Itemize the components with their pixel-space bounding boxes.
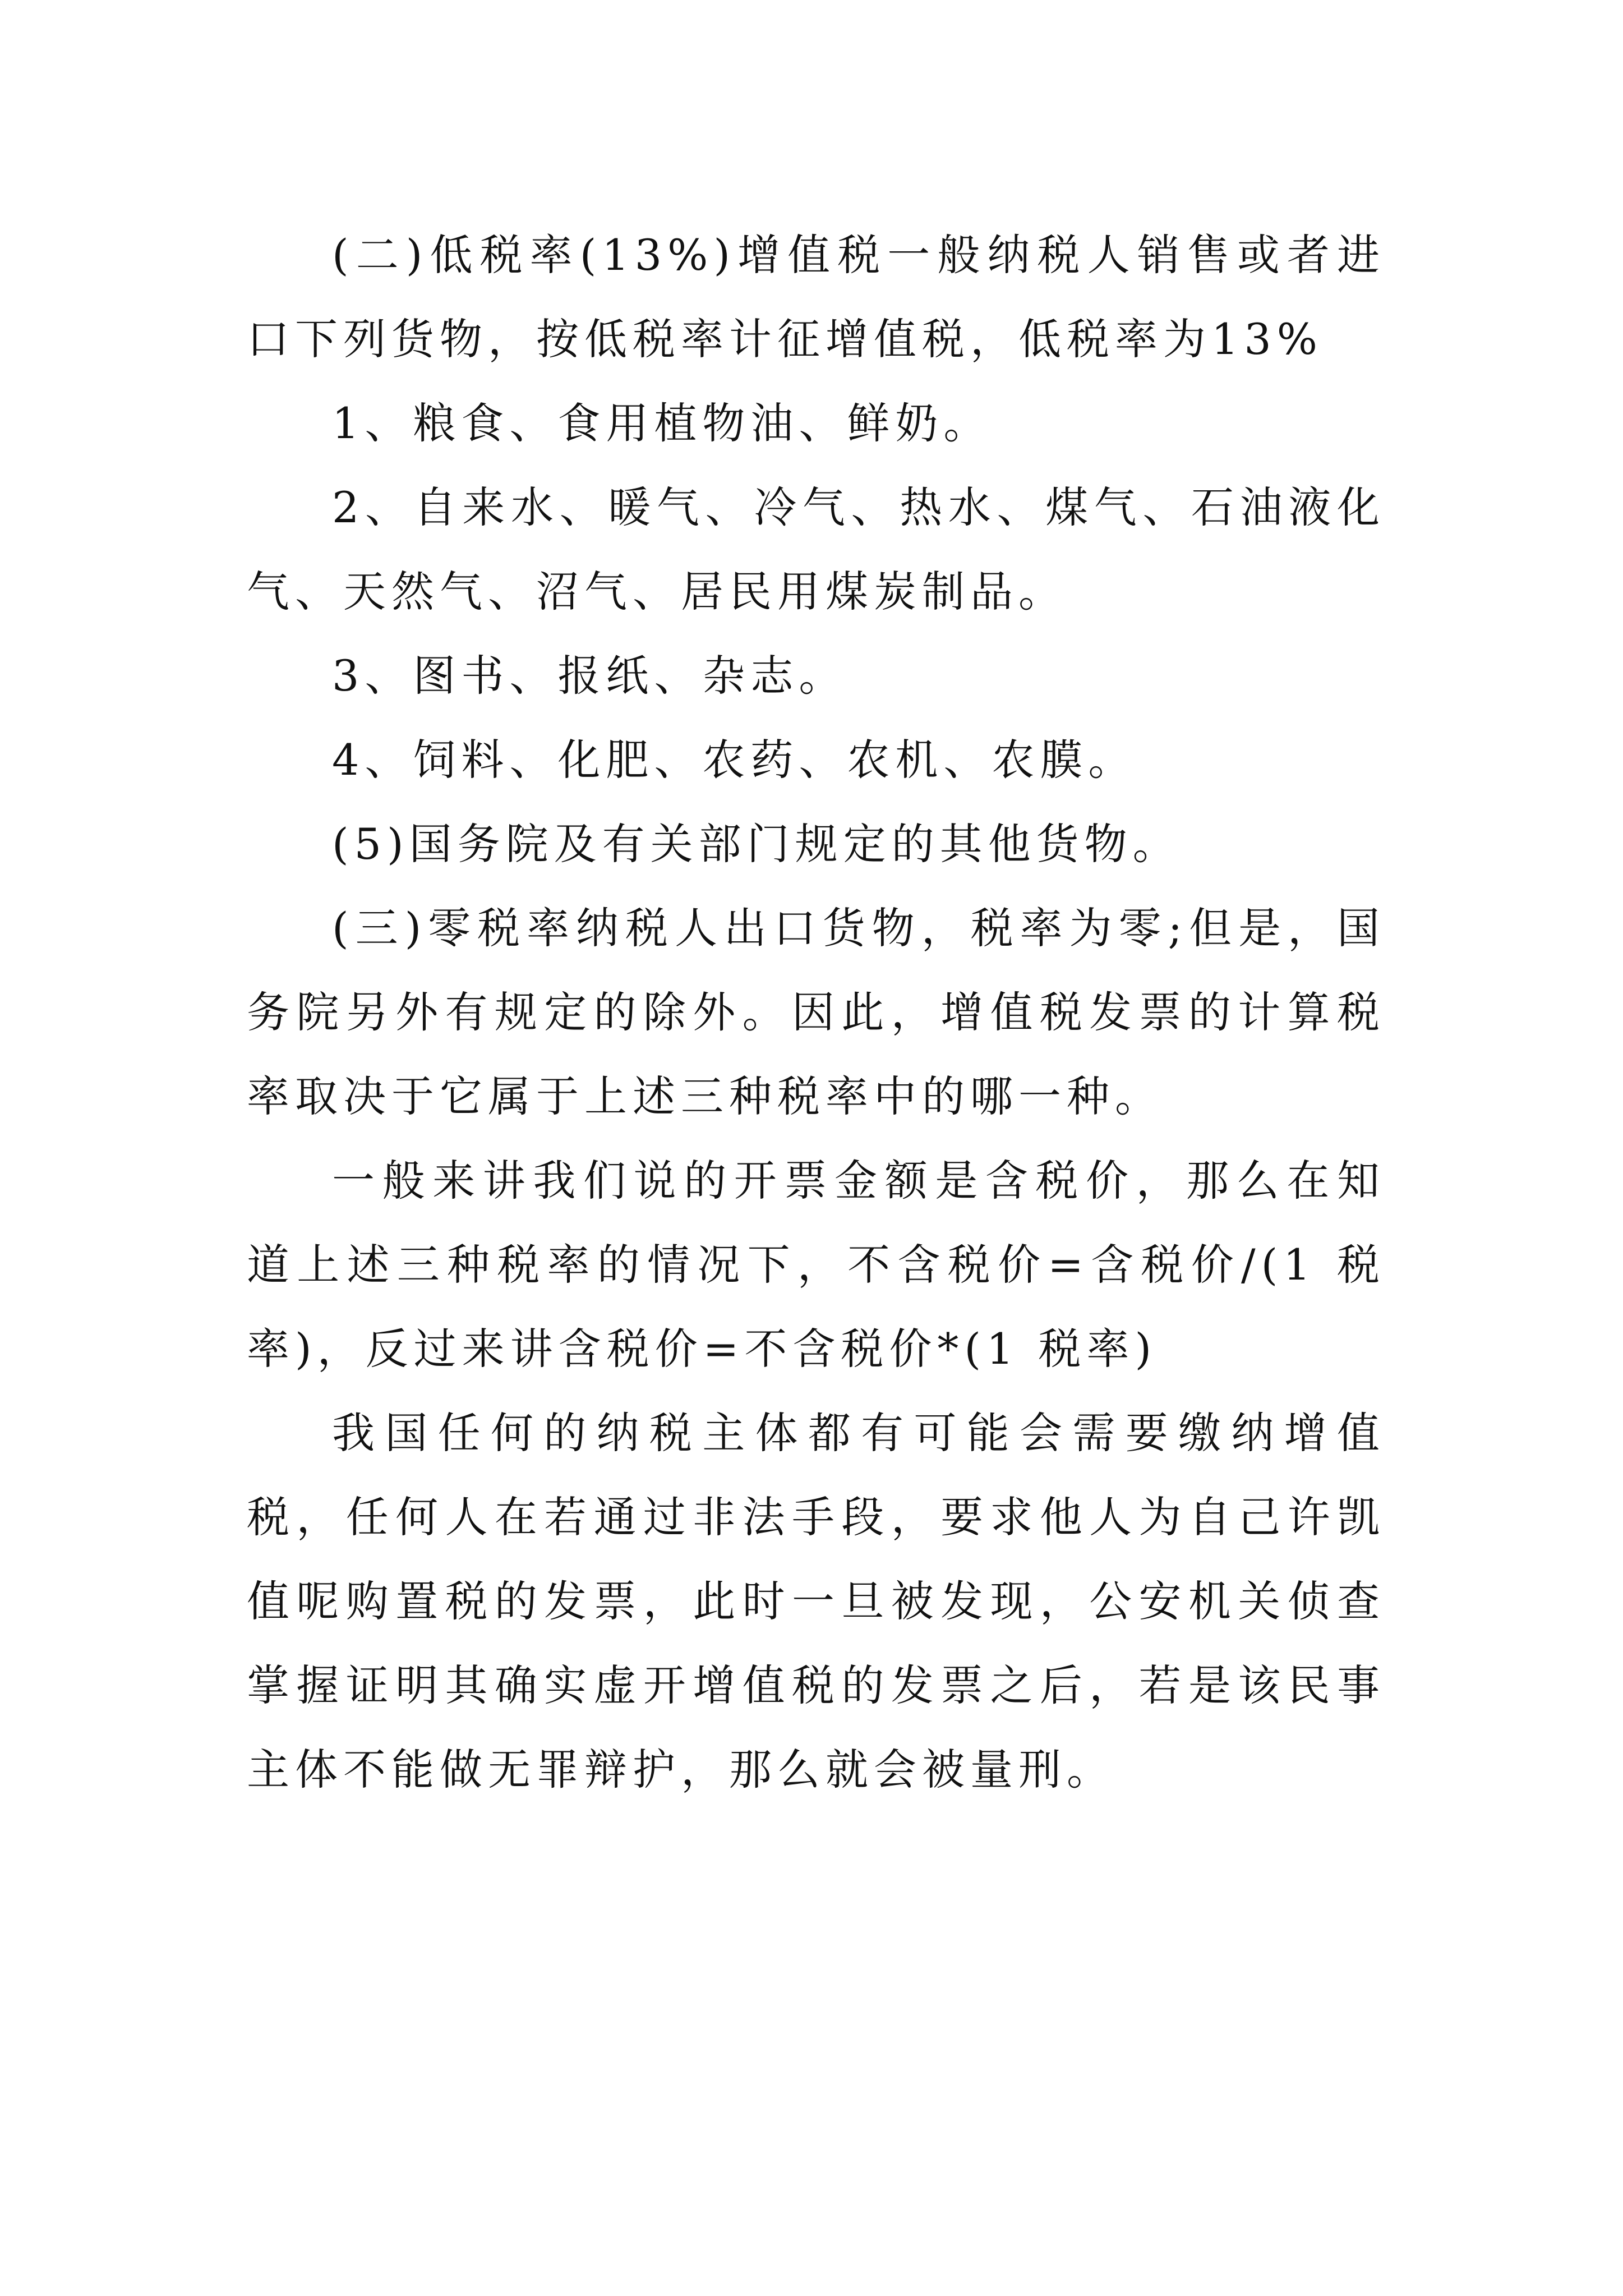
list-item-grain: 1、粮食、食用植物油、鲜奶。 <box>332 398 992 448</box>
document-body <box>247 213 1385 1812</box>
paragraph-tax-calculation: 一般来讲我们说的开票金额是含税价，那么在知道上述三种税率的情况下，不含税价=含税价/(1 税率)，反过来讲含税价=不含税价*(1 税率) <box>247 1156 1385 1374</box>
paragraph-zero-tax-rate: (三)零税率纳税人出口货物，税率为零;但是，国务院另外有规定的除外。因此，增值税发票的计算税率取决于它属于上述三种税率中的哪一种。 <box>247 903 1385 1121</box>
list-item-utilities: 2、自来水、暖气、冷气、热水、煤气、石油液化气、天然气、沼气、居民用煤炭制品。 <box>247 482 1385 616</box>
paragraph-low-tax-rate: (二)低税率(13%)增值税一般纳税人销售或者进口下列货物，按低税率计征增值税，低税率为13% <box>247 230 1385 364</box>
list-item-other-goods: (5)国务院及有关部门规定的其他货物。 <box>332 819 1181 869</box>
list-item-agriculture: 4、饲料、化肥、农药、农机、农膜。 <box>332 735 1137 785</box>
list-item-publications: 3、图书、报纸、杂志。 <box>332 651 847 701</box>
paragraph-legal-consequence: 我国任何的纳税主体都有可能会需要缴纳增值税，任何人在若通过非法手段，要求他人为自己许凯值呢购置税的发票，此时一旦被发现，公安机关侦查掌握证明其确实虚开增值税的发票之后，若是该民事主体不能做无罪辩护，那么就会被量刑。 <box>247 1408 1385 1795</box>
